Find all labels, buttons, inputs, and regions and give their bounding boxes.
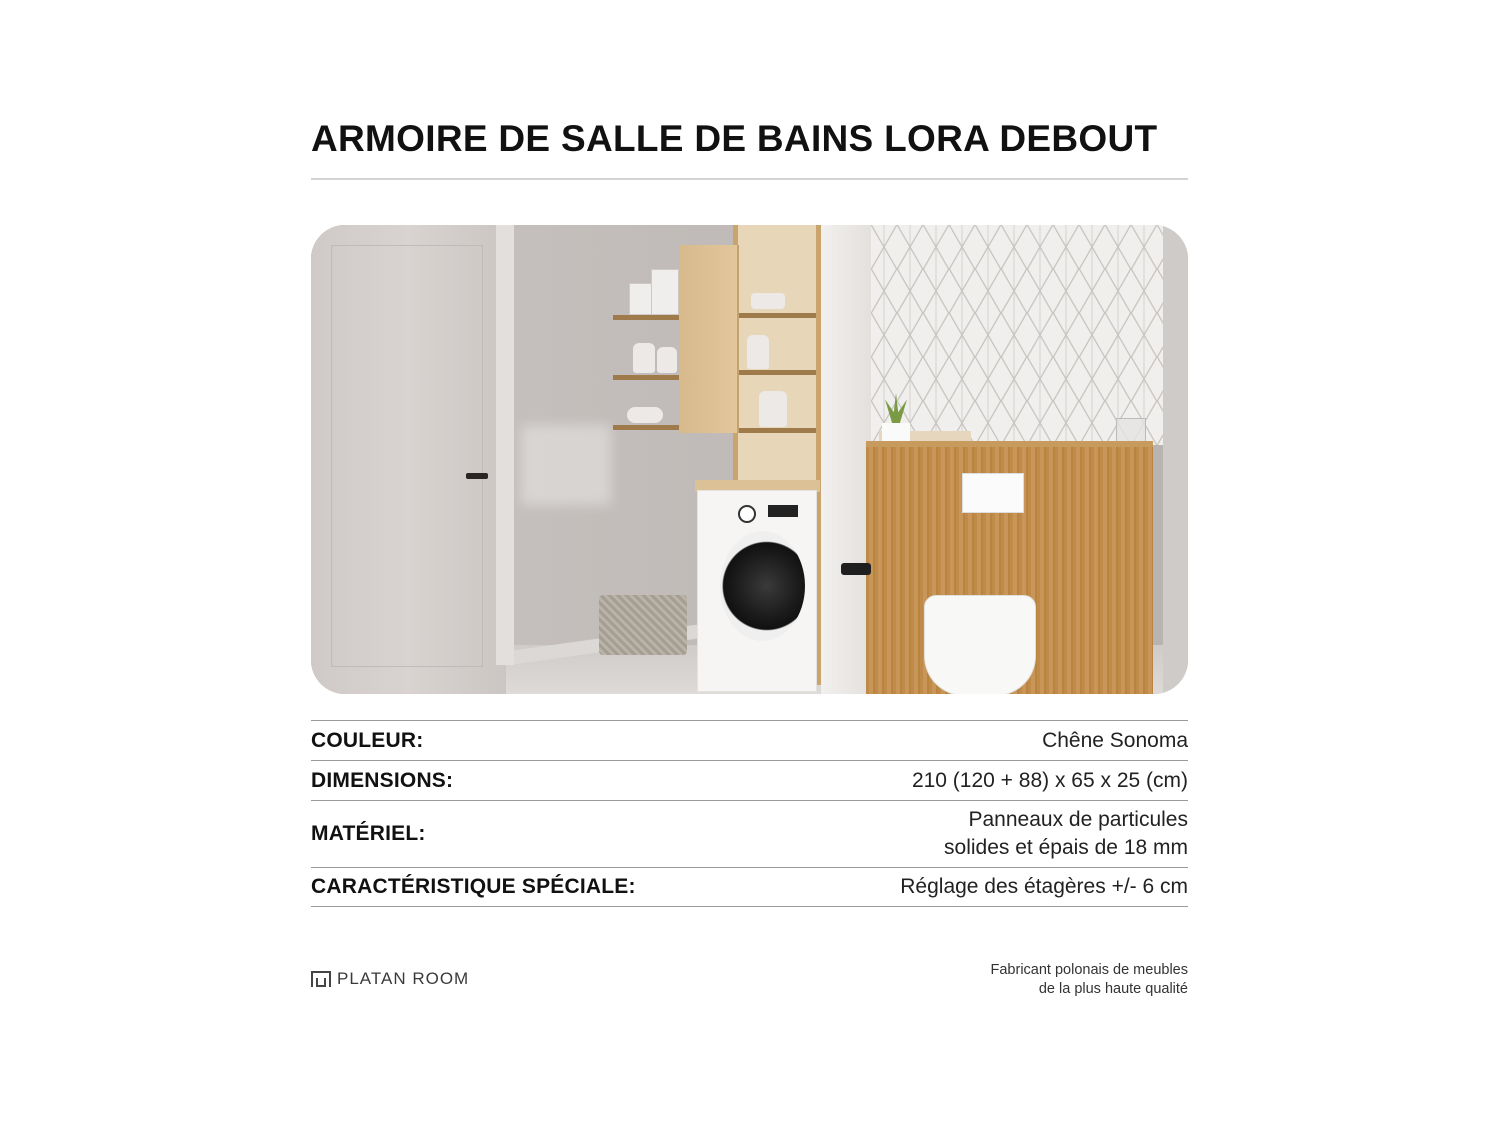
wall-shelf xyxy=(613,375,681,380)
washing-machine xyxy=(697,490,817,692)
jar xyxy=(747,335,769,369)
jar xyxy=(657,347,677,373)
spec-value: Réglage des étagères +/- 6 cm xyxy=(900,875,1188,898)
spec-value: 210 (120 + 88) x 65 x 25 (cm) xyxy=(911,768,1188,792)
spec-row-dimensions xyxy=(311,760,1188,800)
cabinet-shelf xyxy=(738,313,816,318)
tile-backsplash xyxy=(871,225,1163,445)
toilet-paper-holder xyxy=(841,563,871,575)
spec-label: MATÉRIEL: xyxy=(311,822,426,845)
specs-table xyxy=(311,720,1188,907)
spec-row-special-feature xyxy=(311,867,1188,907)
cabinet-shelf xyxy=(738,428,816,433)
door-panel xyxy=(331,245,483,667)
page-title: ARMOIRE DE SALLE DE BAINS LORA DEBOUT xyxy=(311,118,1158,159)
brand-name: PLATAN ROOM xyxy=(337,969,470,988)
platan-room-logo-icon xyxy=(311,971,331,987)
toilet xyxy=(924,595,1036,694)
spec-value-line: solides et épais de 18 mm xyxy=(944,836,1188,859)
flush-plate xyxy=(962,473,1024,513)
cabinet-shelf xyxy=(738,370,816,375)
wall-pillar xyxy=(821,225,871,694)
jar xyxy=(759,391,787,427)
towels xyxy=(627,407,663,423)
tagline xyxy=(991,961,1188,999)
picture-frame xyxy=(629,283,653,315)
spec-value xyxy=(944,806,1188,862)
spec-value-line: Panneaux de particules xyxy=(968,808,1188,831)
towels xyxy=(751,293,785,309)
picture-frame xyxy=(651,269,679,315)
plant-pot xyxy=(882,423,910,441)
right-wall xyxy=(1163,225,1188,694)
tagline-line: Fabricant polonais de meubles xyxy=(990,962,1188,978)
laundry-basket xyxy=(599,595,687,655)
tagline-line: de la plus haute qualité xyxy=(1038,981,1188,997)
cabinet-door xyxy=(679,245,739,433)
spec-label: CARACTÉRISTIQUE SPÉCIALE: xyxy=(311,875,636,898)
washer-display xyxy=(768,505,798,517)
product-photo xyxy=(311,225,1188,694)
wall-shelf xyxy=(613,425,681,430)
washer-knob xyxy=(738,505,756,523)
spec-label: COULEUR: xyxy=(311,728,424,752)
spec-label: DIMENSIONS: xyxy=(311,768,454,792)
door-handle-icon xyxy=(466,473,488,479)
spec-row-material xyxy=(311,800,1188,867)
spec-value: Chêne Sonoma xyxy=(1042,728,1188,752)
jar xyxy=(633,343,655,373)
wall-shelf xyxy=(613,315,681,320)
door xyxy=(311,225,506,694)
sunlight xyxy=(521,425,611,505)
title-divider xyxy=(311,178,1188,180)
door-frame xyxy=(496,225,514,665)
washer-drum xyxy=(720,531,805,641)
brand-logo xyxy=(311,969,469,989)
spec-row-color xyxy=(311,720,1188,760)
